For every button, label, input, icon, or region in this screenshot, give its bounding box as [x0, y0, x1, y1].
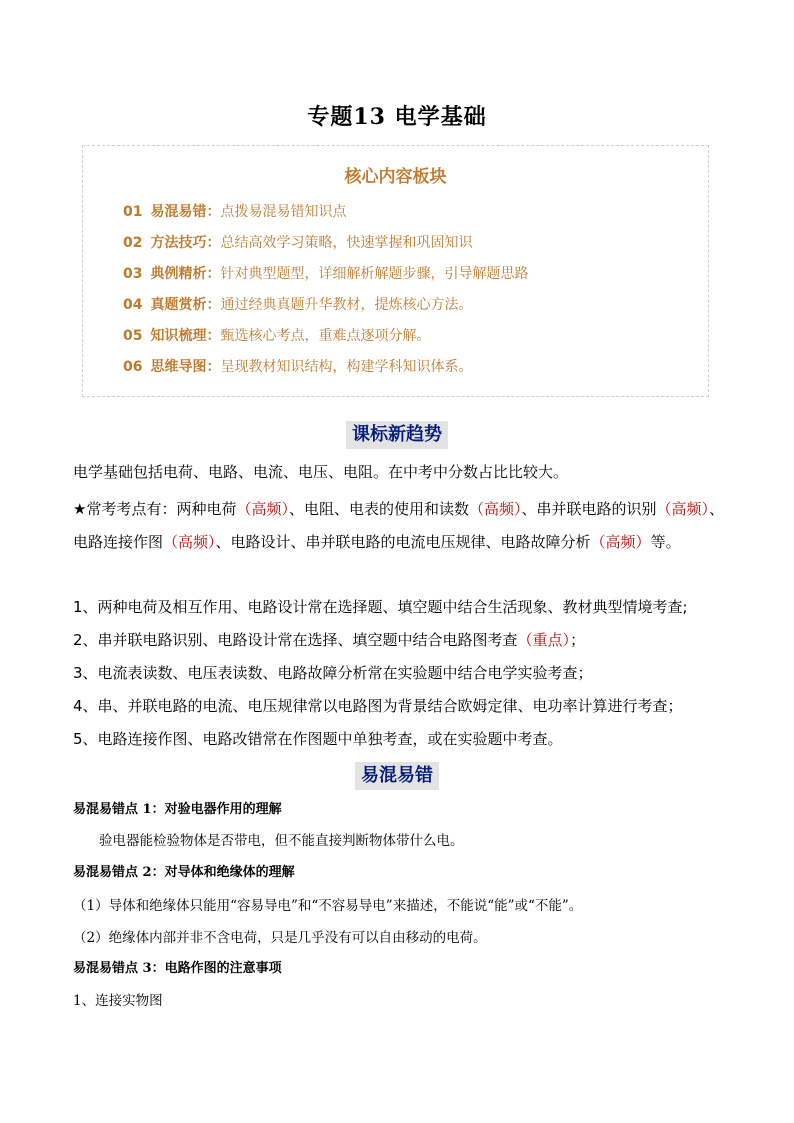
mistake-point-2-line-1: （1）导体和绝缘体只能用“容易导电”和“不容易导电”来描述，不能说“能”或“不能”。	[73, 898, 583, 914]
high-frequency-tag: （高频）	[590, 533, 651, 551]
core-content-box	[82, 145, 709, 397]
core-item-05: 05 知识梳理：甄选核心考点，重难点逐项分解。	[123, 328, 431, 344]
exam-line-5: 5、电路连接作图、电路改错常在作图题中单独考查，或在实验题中考查。	[73, 730, 563, 748]
core-item-desc: 通过经典真题升华教材，提炼核心方法。	[220, 297, 473, 313]
mistake-point-1-title: 易混易错点 1：对验电器作用的理解	[73, 802, 282, 817]
core-item-number: 02	[123, 235, 143, 251]
core-item-04: 04 真题赏析：通过经典真题升华教材，提炼核心方法。	[123, 297, 473, 313]
exam-line-1: 1、两种电荷及相互作用、电路设计常在选择题、填空题中结合生活现象、教材典型情境考查;	[73, 598, 688, 616]
high-frequency-tag: （高频）	[656, 500, 710, 518]
core-item-03: 03 典例精析：针对典型题型，详细解析解题步骤，引导解题思路	[123, 266, 529, 282]
exam-points-text: 等。	[650, 533, 681, 551]
core-item-06: 06 思维导图：呈现教材知识结构，构建学科知识体系。	[123, 359, 473, 375]
core-item-number: 06	[123, 359, 143, 375]
core-item-desc: 针对典型题型，详细解析解题步骤，引导解题思路	[220, 266, 529, 282]
exam-points-text: 、电路设计、串并联电路的电流电压规律、电路故障分析	[215, 533, 591, 551]
mistake-point-3-title: 易混易错点 3：电路作图的注意事项	[73, 961, 282, 976]
exam-line-3: 3、电流表读数、电压表读数、电路故障分析常在实验题中结合电学实验考查；	[73, 664, 593, 682]
high-frequency-tag: （高频）	[468, 500, 522, 518]
exam-line-4: 4、串、并联电路的电流、电压规律常以电路图为背景结合欧姆定律、电功率计算进行考查；	[73, 697, 683, 715]
exam-line-2-end: ；	[570, 631, 586, 649]
core-item-number: 01	[123, 204, 143, 220]
core-item-desc: 甄选核心考点，重难点逐项分解。	[220, 328, 431, 344]
mistakes-heading-text: 易混易错	[355, 762, 439, 790]
mistake-point-3-line-1: 1、连接实物图	[73, 993, 163, 1009]
key-point-tag: （重点）	[517, 631, 571, 649]
page-title: 专题13 电学基础	[307, 104, 487, 130]
core-item-label: 真题赏析	[150, 297, 207, 313]
exam-points-text: 、串并联电路的识别	[521, 500, 657, 518]
exam-line-2-text: 2、串并联电路识别、电路设计常在选择、填空题中结合电路图考查	[73, 631, 518, 649]
high-frequency-tag: （高频）	[236, 500, 289, 518]
trend-intro: 电学基础包括电荷、电路、电流、电压、电阻。在中考中分数占比比较大。	[73, 463, 569, 481]
core-item-label: 典例精析	[150, 266, 207, 282]
core-item-label: 易混易错	[150, 204, 207, 220]
mistake-point-2-title: 易混易错点 2：对导体和绝缘体的理解	[73, 865, 295, 880]
section-heading-mistakes	[0, 762, 794, 790]
core-item-number: 03	[123, 266, 143, 282]
trend-heading-text: 课标新趋势	[346, 421, 448, 449]
exam-points-text: 、电路连接作图	[73, 500, 725, 551]
exam-points-text: ★常考考点有：两种电荷	[73, 500, 237, 518]
exam-points-paragraph	[73, 493, 733, 559]
core-item-desc: 呈现教材知识结构，构建学科知识体系。	[220, 359, 473, 375]
core-item-label: 方法技巧	[150, 235, 207, 251]
core-item-label: 知识梳理	[150, 328, 207, 344]
core-item-label: 思维导图	[150, 359, 207, 375]
core-item-desc: 总结高效学习策略，快速掌握和巩固知识	[220, 235, 473, 251]
core-item-desc: 点拨易混易错知识点	[220, 204, 347, 220]
mistake-point-1-text: 验电器能检验物体是否带电，但不能直接判断物体带什么电。	[99, 833, 464, 849]
core-item-number: 04	[123, 297, 143, 313]
exam-line-2	[73, 628, 585, 652]
core-item-number: 05	[123, 328, 143, 344]
mistake-point-2-line-2: （2）绝缘体内部并非不含电荷，只是几乎没有可以自由移动的电荷。	[73, 930, 487, 946]
core-content-title: 核心内容板块	[344, 167, 447, 187]
exam-points-text: 、电阻、电表的使用和读数	[288, 500, 469, 518]
core-item-01: 01 易混易错：点拨易混易错知识点	[123, 204, 347, 220]
core-item-02: 02 方法技巧：总结高效学习策略，快速掌握和巩固知识	[123, 235, 473, 251]
section-heading-trend	[0, 421, 794, 449]
high-frequency-tag: （高频）	[163, 533, 216, 551]
